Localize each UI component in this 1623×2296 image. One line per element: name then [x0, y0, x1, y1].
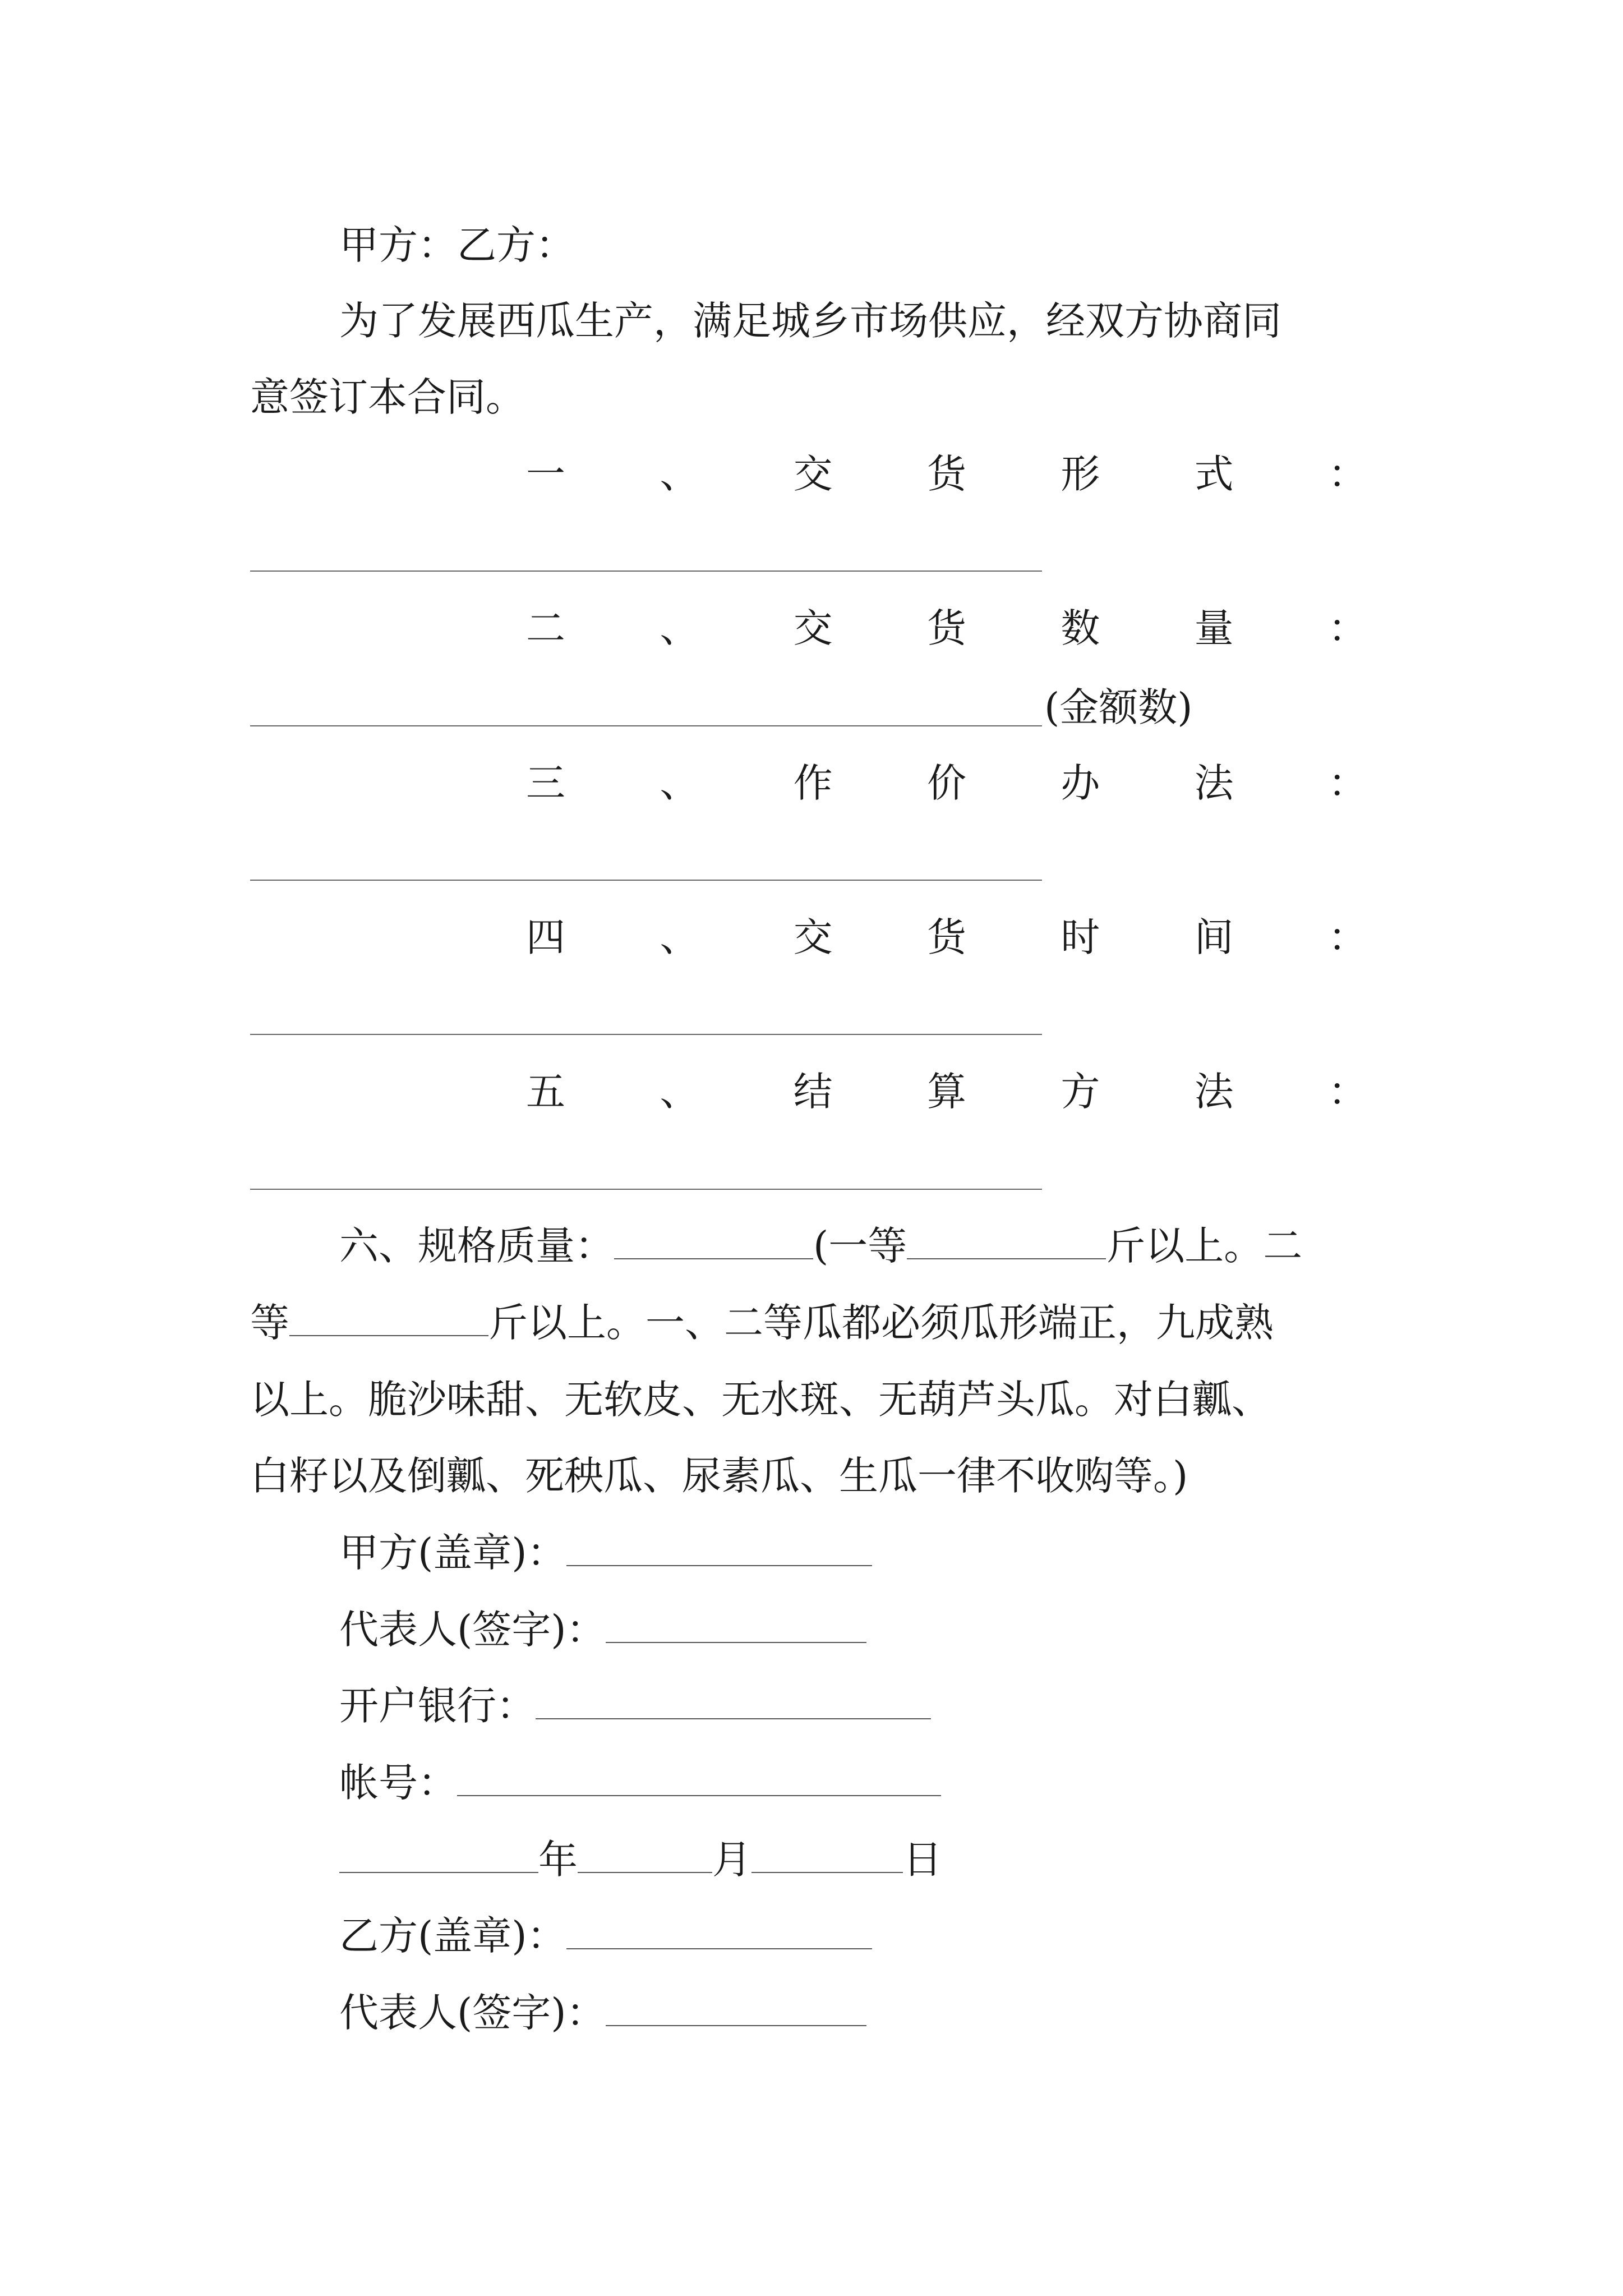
clause-1-heading: [526, 449, 1367, 499]
rep-b-label: 代表人(签字)：: [339, 1990, 606, 2036]
bank-field[interactable]: [536, 1682, 931, 1719]
quality-line-2: [250, 1297, 1274, 1348]
clause-char: ：: [1327, 451, 1367, 497]
quality-label: 六、规格质量：: [339, 1223, 614, 1269]
date-row: [339, 1834, 942, 1885]
clause-3-heading: [526, 758, 1367, 808]
clause-char: 四: [526, 914, 565, 960]
party-a-seal-field[interactable]: [566, 1529, 872, 1566]
clause-2-suffix: (金额数): [1044, 684, 1193, 730]
quality-line-1-tail: 斤以上。二: [1106, 1223, 1303, 1269]
intro-line-2: 意签订本合同。: [250, 374, 525, 420]
grade-one-label: (一等: [813, 1223, 907, 1269]
rep-a-signature-field[interactable]: [606, 1606, 866, 1643]
rep-b-signature-field[interactable]: [606, 1989, 866, 2026]
grade-two-weight-blank[interactable]: [289, 1299, 488, 1336]
clause-char: ：: [1327, 760, 1367, 806]
party-b-seal-row: [339, 1911, 872, 1961]
account-label: 帐号：: [339, 1760, 457, 1806]
date-month-field[interactable]: [578, 1836, 712, 1873]
clause-char: 、: [660, 1069, 699, 1115]
bank-label: 开户银行：: [339, 1683, 536, 1729]
quality-line-1: [339, 1221, 1302, 1271]
clause-char: 交: [793, 451, 833, 497]
account-row: [339, 1757, 941, 1808]
account-field[interactable]: [457, 1759, 941, 1796]
clause-char: 时: [1061, 914, 1100, 960]
clause-char: 交: [793, 914, 833, 960]
clause-char: 货: [926, 605, 966, 651]
clause-5-heading: [526, 1066, 1367, 1117]
clause-char: 间: [1194, 914, 1234, 960]
clause-char: 作: [793, 760, 833, 806]
date-year-field[interactable]: [339, 1836, 538, 1873]
clause-char: 三: [526, 760, 565, 806]
quality-line-4: 白籽以及倒瓤、死秧瓜、尿素瓜、生瓜一律不收购等。): [250, 1453, 1188, 1499]
date-year-label: 年: [538, 1837, 578, 1883]
bank-row: [339, 1681, 931, 1731]
rep-b-row: [339, 1987, 866, 2038]
party-b-seal-label: 乙方(盖章)：: [339, 1913, 566, 1959]
clause-char: 算: [926, 1069, 966, 1115]
date-month-label: 月: [712, 1837, 751, 1883]
clause-char: 交: [793, 605, 833, 651]
clause-char: 量: [1194, 605, 1234, 651]
clause-4-blank-line[interactable]: [250, 1034, 1042, 1035]
clause-char: 式: [1194, 451, 1234, 497]
clause-char: 法: [1194, 760, 1234, 806]
clause-char: 货: [926, 451, 966, 497]
party-a-seal-label: 甲方(盖章)：: [339, 1530, 566, 1576]
clause-2-blank-line[interactable]: [250, 725, 1042, 726]
grade-two-label: 等: [250, 1300, 289, 1346]
grade-one-weight-blank[interactable]: [907, 1222, 1106, 1259]
clause-char: 货: [926, 914, 966, 960]
clause-1-blank-line[interactable]: [250, 570, 1042, 572]
date-day-field[interactable]: [751, 1836, 903, 1873]
clause-char: 形: [1061, 451, 1100, 497]
clause-char: 法: [1194, 1069, 1234, 1115]
clause-char: 、: [660, 451, 699, 497]
quality-line-2-tail: 斤以上。一、二等瓜都必须瓜形端正，九成熟: [488, 1300, 1274, 1346]
clause-char: ：: [1327, 605, 1367, 651]
clause-2-heading: [526, 603, 1367, 654]
clause-char: 二: [526, 605, 565, 651]
clause-char: 五: [526, 1069, 565, 1115]
clause-char: 、: [660, 914, 699, 960]
parties-line: 甲方：乙方：: [339, 222, 575, 268]
clause-char: 结: [793, 1069, 833, 1115]
clause-char: 办: [1061, 760, 1100, 806]
quality-blank[interactable]: [614, 1222, 813, 1259]
clause-char: 、: [660, 760, 699, 806]
clause-char: 方: [1061, 1069, 1100, 1115]
date-day-label: 日: [903, 1837, 942, 1883]
rep-a-label: 代表人(签字)：: [339, 1607, 606, 1653]
clause-3-blank-line[interactable]: [250, 880, 1042, 881]
clause-char: ：: [1327, 1069, 1367, 1115]
intro-line-1: 为了发展西瓜生产，满足城乡市场供应，经双方协商同: [339, 298, 1281, 344]
quality-line-3: 以上。脆沙味甜、无软皮、无水斑、无葫芦头瓜。对白瓤、: [250, 1377, 1271, 1423]
clause-4-heading: [526, 912, 1367, 963]
clause-5-blank-line[interactable]: [250, 1189, 1042, 1190]
rep-a-row: [339, 1604, 866, 1655]
clause-char: 、: [660, 605, 699, 651]
party-a-seal-row: [339, 1527, 872, 1578]
party-b-seal-field[interactable]: [566, 1912, 872, 1949]
clause-char: ：: [1327, 914, 1367, 960]
clause-char: 价: [926, 760, 966, 806]
clause-char: 数: [1061, 605, 1100, 651]
clause-char: 一: [526, 451, 565, 497]
